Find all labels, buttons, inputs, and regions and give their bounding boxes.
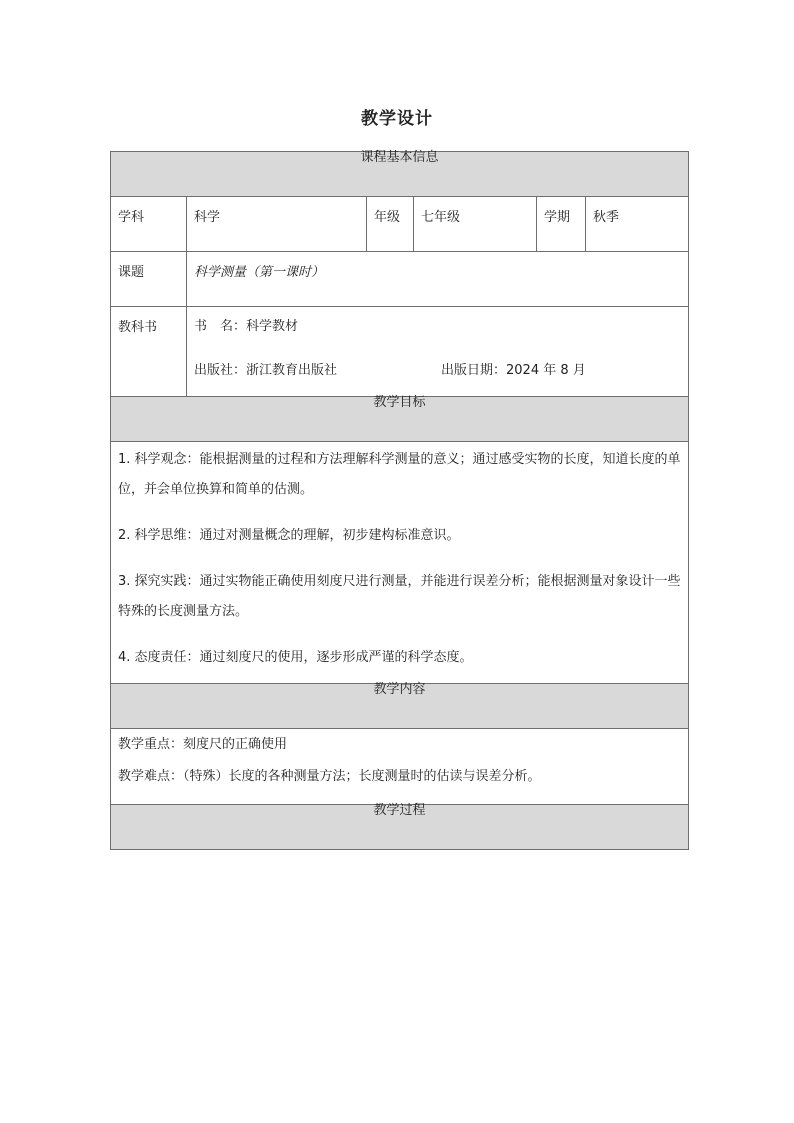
textbook-info xyxy=(187,307,689,397)
publisher: 出版社：浙江教育出版社 xyxy=(194,363,338,378)
difficult-point: 教学难点：（特殊）长度的各种测量方法；长度测量时的估读与误差分析。 xyxy=(118,769,541,784)
book-name-line: 书 名：科学教材 xyxy=(194,319,299,334)
content-row xyxy=(111,729,689,805)
objectives-header: 教学目标 xyxy=(111,397,689,442)
term-label: 学期 xyxy=(537,197,586,252)
lesson-design-table xyxy=(110,151,689,850)
content-header-row xyxy=(111,684,689,729)
subject-row xyxy=(111,197,689,252)
content-body xyxy=(111,729,689,805)
topic-label: 课题 xyxy=(111,252,187,307)
page-title: 教学设计 xyxy=(361,109,433,129)
textbook-label: 教科书 xyxy=(111,307,187,397)
basic-info-header: 课程基本信息 xyxy=(111,152,689,197)
grade-label: 年级 xyxy=(367,197,414,252)
objective-item: 4. 态度责任：通过刻度尺的使用，逐步形成严谨的科学态度。 xyxy=(118,650,473,665)
subject-label: 学科 xyxy=(111,197,187,252)
objectives-row xyxy=(111,442,689,684)
subject-value: 科学 xyxy=(187,197,367,252)
textbook-row xyxy=(111,307,689,397)
key-point: 教学重点：刻度尺的正确使用 xyxy=(118,737,288,752)
process-header-row xyxy=(111,805,689,850)
objectives-body xyxy=(111,442,689,684)
objective-item: 3. 探究实践：通过实物能正确使用刻度尺进行测量，并能进行误差分析；能根据测量对象设计一些特殊的长度测量方法。 xyxy=(118,574,681,619)
content-header: 教学内容 xyxy=(111,684,689,729)
topic-value: 科学测量（第一课时） xyxy=(187,252,689,307)
objective-item: 2. 科学思维：通过对测量概念的理解，初步建构标准意识。 xyxy=(118,528,460,543)
process-header: 教学过程 xyxy=(111,805,689,850)
objective-item: 1. 科学观念：能根据测量的过程和方法理解科学测量的意义；通过感受实物的长度，知道长度的单位，并会单位换算和简单的估测。 xyxy=(118,452,681,497)
topic-row xyxy=(111,252,689,307)
publisher-line xyxy=(194,360,681,382)
publish-date: 出版日期：2024 年 8 月 xyxy=(441,363,586,378)
term-value: 秋季 xyxy=(586,197,689,252)
grade-value: 七年级 xyxy=(414,197,537,252)
objectives-header-row xyxy=(111,397,689,442)
basic-info-header-row xyxy=(111,152,689,197)
